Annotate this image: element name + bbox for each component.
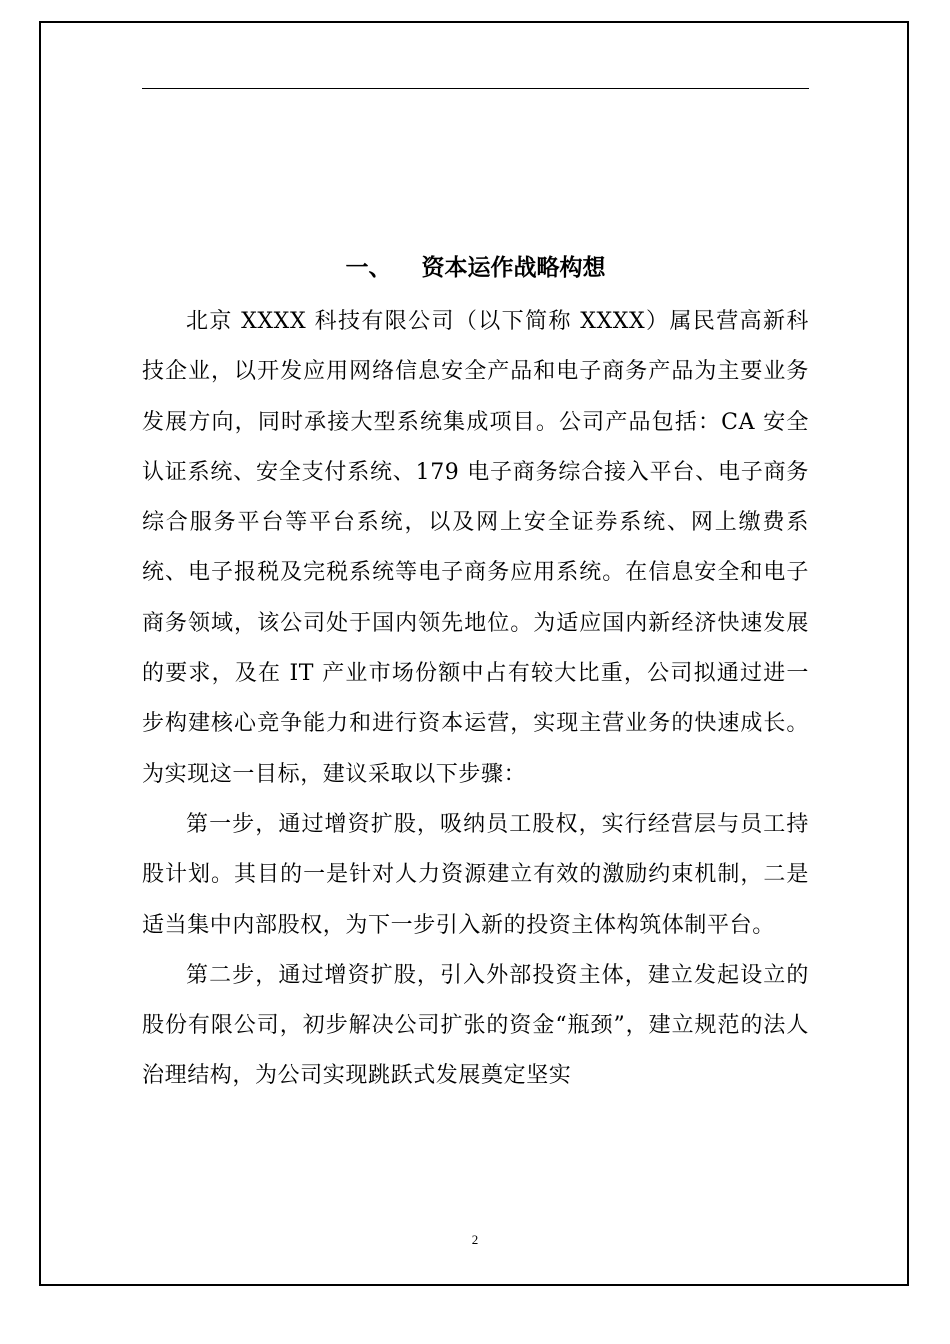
section-heading bbox=[142, 250, 809, 286]
paragraph-step-two: 第二步，通过增资扩股，引入外部投资主体，建立发起设立的股份有限公司，初步解决公司扩张的资金“瓶颈”，建立规范的法人治理结构，为公司实现跳跃式发展奠定坚实 bbox=[142, 962, 809, 1089]
page-number: 2 bbox=[471, 1232, 479, 1247]
paragraph-step-one: 第一步，通过增资扩股，吸纳员工股权，实行经营层与员工持股计划。其目的一是针对人力资源建立有效的激励约束机制，二是适当集中内部股权，为下一步引入新的投资主体构筑体制平台。 bbox=[142, 811, 809, 938]
document-body bbox=[142, 297, 809, 1102]
header-rule bbox=[142, 88, 809, 89]
section-number: 一、 bbox=[345, 255, 392, 281]
section-title: 资本运作战略构想 bbox=[421, 255, 606, 281]
paragraph-company-overview: 北京 XXXX 科技有限公司（以下简称 XXXX）属民营高新科技企业，以开发应用网络信息安全产品和电子商务产品为主要业务发展方向，同时承接大型系统集成项目。公司产品包括：CA 安全认证系统、安全支付系统、179 电子商务综合接入平台、电子商务综合服务平台等平台系统，以及网上安全证券系统、网上缴费系统、电子报税及完税系统等电子商务应用系统。在信息安全和电子商务领域，该公司处于国内领先地位。为适应国内新经济快速发展的要求，及在 IT 产业市场份额中占有较大比重，公司拟通过进一步构建核心竞争能力和进行资本运营，实现主营业务的快速成长。为实现这一目标，建议采取以下步骤： bbox=[142, 309, 809, 787]
